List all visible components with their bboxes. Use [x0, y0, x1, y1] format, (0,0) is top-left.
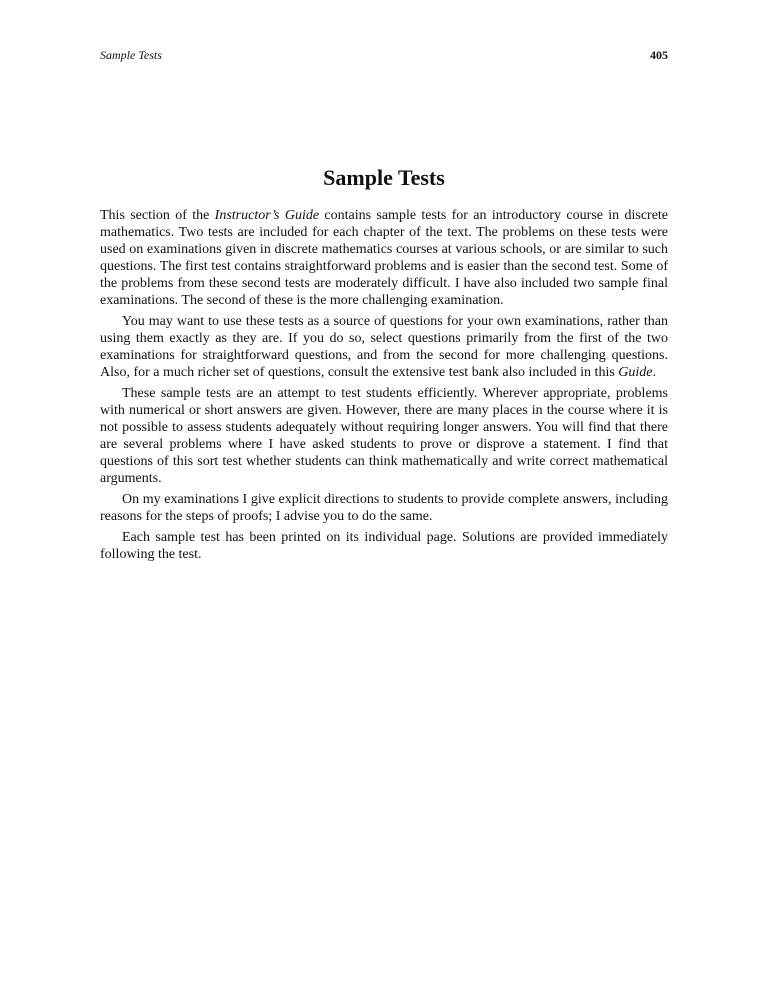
paragraph-4: On my examinations I give explicit directions to students to provide complete answers, including reasons for the steps of proofs; I advise you to do the same.	[100, 492, 668, 524]
running-header	[100, 48, 668, 64]
paragraph-1	[100, 207, 668, 309]
paragraph-2	[100, 313, 668, 381]
paragraph-1-text-a: This section of the	[100, 208, 215, 223]
paragraph-1-text-c: contains sample tests for an introductory course in discrete mathematics. Two tests are included for each chapter of the text. The problems on these tests were used on examinations given in discrete mathematics courses at various schools, or are similar to such questions. The first test contains straightforward problems and is easier than the second test. Some of the problems from these second tests are moderately difficult. I have also included two sample final examinations. The second of these is the more challenging examination.	[100, 208, 669, 308]
section-title: Sample Tests	[323, 165, 445, 190]
paragraph-3: These sample tests are an attempt to test students efficiently. Wherever appropriate, problems with numerical or short answers are given. However, there are many places in the course where it is not possible to assess students adequately without requiring longer answers. You will find that there are several problems where I have asked students to prove or disprove a statement. I find that questions of this sort test whether students can think mathematically and write correct mathematical arguments.	[100, 386, 668, 486]
running-title: Sample Tests	[100, 48, 162, 62]
body-text	[100, 207, 668, 567]
paragraph-2-italic-guide: Guide	[618, 365, 653, 380]
paragraph-2-text-c: .	[652, 365, 656, 380]
paragraph-1-italic-title: Instructor’s Guide	[214, 208, 320, 223]
paragraph-5: Each sample test has been printed on its individual page. Solutions are provided immediately following the test.	[100, 530, 668, 562]
paragraph-2-text-a: You may want to use these tests as a source of questions for your own examinations, rather than using them exactly as they are. If you do so, select questions primarily from the first of the two examinations for straightforward questions, and from the second for more challenging questions. Also, for a much richer set of questions, consult the extensive test bank also included in this	[100, 314, 668, 380]
page-number: 405	[650, 48, 668, 62]
